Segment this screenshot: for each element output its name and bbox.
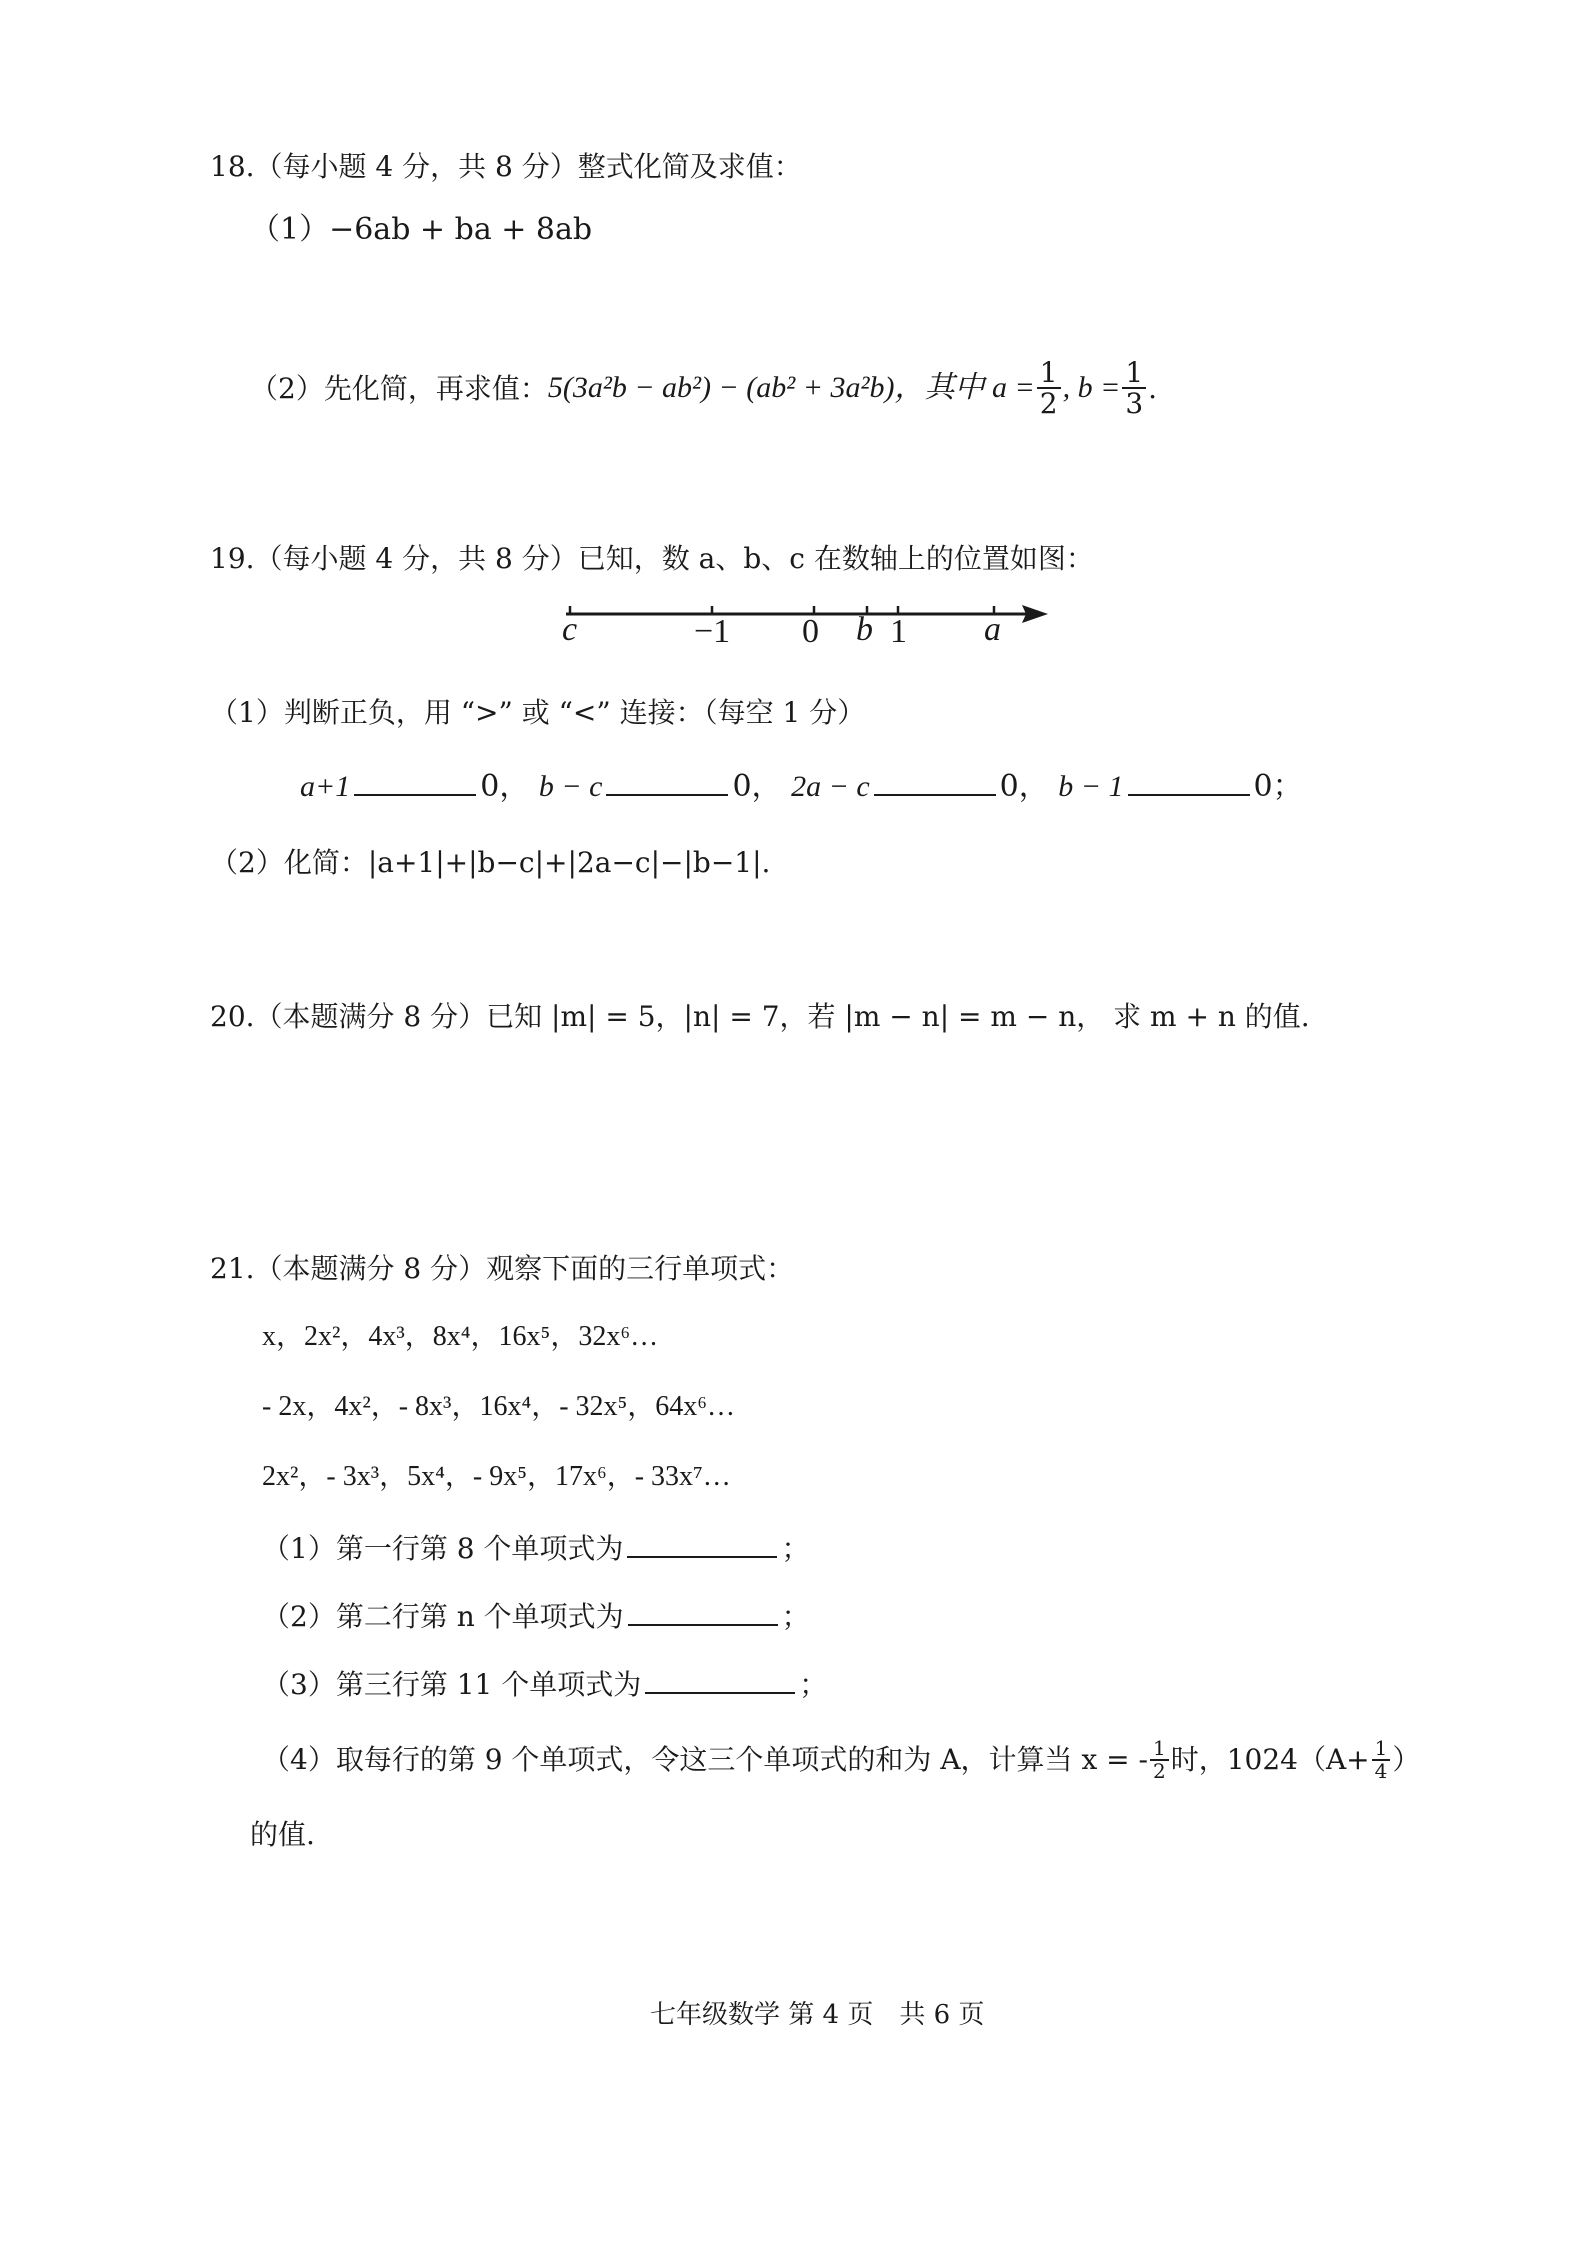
- answer-blank[interactable]: [1128, 766, 1250, 796]
- fraction-a: $\frac{1}{2}$: [1037, 358, 1061, 419]
- zero-comma: 0，: [480, 769, 530, 804]
- q18-part2-mid: , b =: [1062, 371, 1121, 405]
- expr-a-plus-1: a+1: [300, 770, 351, 803]
- answer-blank[interactable]: [627, 1528, 777, 1558]
- q18-header: 18.（每小题 4 分，共 8 分）整式化简及求值：: [210, 150, 802, 183]
- q19-part1: （1）判断正负，用 “>” 或 “<” 连接：（每空 1 分）: [210, 696, 866, 729]
- q21-sub4-end: ）: [1392, 1743, 1421, 1777]
- axis-label-a: a: [984, 611, 1001, 648]
- q21-sub4-prefix: （4）取每行的第 9 个单项式，令这三个单项式的和为 A，计算当 x = -: [262, 1743, 1148, 1777]
- semicolon: ；: [781, 1600, 810, 1633]
- q18-part2-end: .: [1148, 371, 1158, 405]
- fraction-b: $\frac{1}{3}$: [1122, 358, 1146, 419]
- q21-sub3-text: （3）第三行第 11 个单项式为: [262, 1668, 642, 1701]
- q18-part2-prefix: （2）先化简，再求值：: [250, 371, 548, 405]
- zero-semicolon: 0；: [1253, 769, 1303, 804]
- q20-text: 20.（本题满分 8 分）已知 |m| = 5，|n| = 7，若 |m − n| = m − n， 求 m + n 的值.: [210, 1000, 1310, 1033]
- q21-sub2: [262, 1596, 810, 1634]
- page-footer: 七年级数学 第 4 页 共 6 页: [650, 2000, 985, 2030]
- q21-row3: 2x²，- 3x³，5x⁴，- 9x⁵，17x⁶，- 33x⁷…: [262, 1461, 731, 1492]
- q21-sub4: [262, 1738, 1420, 1782]
- semicolon: ；: [799, 1668, 828, 1701]
- q19-header: 19.（每小题 4 分，共 8 分）已知，数 a、b、c 在数轴上的位置如图：: [210, 542, 1094, 575]
- q21-sub1-text: （1）第一行第 8 个单项式为: [262, 1532, 624, 1565]
- axis-label-b: b: [856, 611, 873, 648]
- q21-sub2-text: （2）第二行第 n 个单项式为: [262, 1600, 624, 1633]
- q18-part2-expr: 5(3a²b − ab²) − (ab² + 3a²b)，其中 a =: [547, 371, 1035, 405]
- expr-b-minus-1: b − 1: [1058, 770, 1124, 803]
- answer-blank[interactable]: [628, 1596, 778, 1626]
- fraction-quarter: $\frac{1}{4}$: [1372, 1738, 1391, 1782]
- zero-comma: 0，: [999, 769, 1049, 804]
- q21-row2: - 2x，4x²，- 8x³，16x⁴，- 32x⁵，64x⁶…: [262, 1391, 736, 1422]
- expr-2a-minus-c: 2a − c: [791, 770, 870, 803]
- answer-blank[interactable]: [606, 766, 728, 796]
- answer-blank[interactable]: [354, 766, 476, 796]
- q21-sub4-line2: 的值.: [250, 1818, 315, 1851]
- q21-row1: x，2x²，4x³，8x⁴，16x⁵，32x⁶…: [262, 1321, 659, 1352]
- q18-part1: （1）−6ab + ba + 8ab: [250, 212, 593, 247]
- q21-sub3: [262, 1664, 827, 1702]
- axis-label-one: 1: [890, 613, 907, 650]
- fraction-half: $\frac{1}{2}$: [1150, 1738, 1169, 1782]
- axis-label-zero: 0: [802, 613, 819, 650]
- number-line: [560, 592, 1060, 652]
- axis-label-c: c: [562, 611, 578, 648]
- q19-blanks-row: [300, 766, 1303, 805]
- semicolon: ；: [781, 1532, 810, 1565]
- answer-blank[interactable]: [874, 766, 996, 796]
- expr-b-minus-c: b − c: [538, 770, 603, 803]
- axis-label-minus-one: −1: [694, 613, 731, 650]
- q21-sub4-mid: 时，1024（A+: [1170, 1743, 1370, 1777]
- q18-part2: [250, 358, 1157, 419]
- zero-comma: 0，: [732, 769, 782, 804]
- q21-header: 21.（本题满分 8 分）观察下面的三行单项式：: [210, 1252, 795, 1285]
- answer-blank[interactable]: [645, 1664, 795, 1694]
- q19-part2: （2）化简：|a+1|+|b−c|+|2a−c|−|b−1|.: [210, 846, 771, 879]
- q21-sub1: [262, 1528, 809, 1566]
